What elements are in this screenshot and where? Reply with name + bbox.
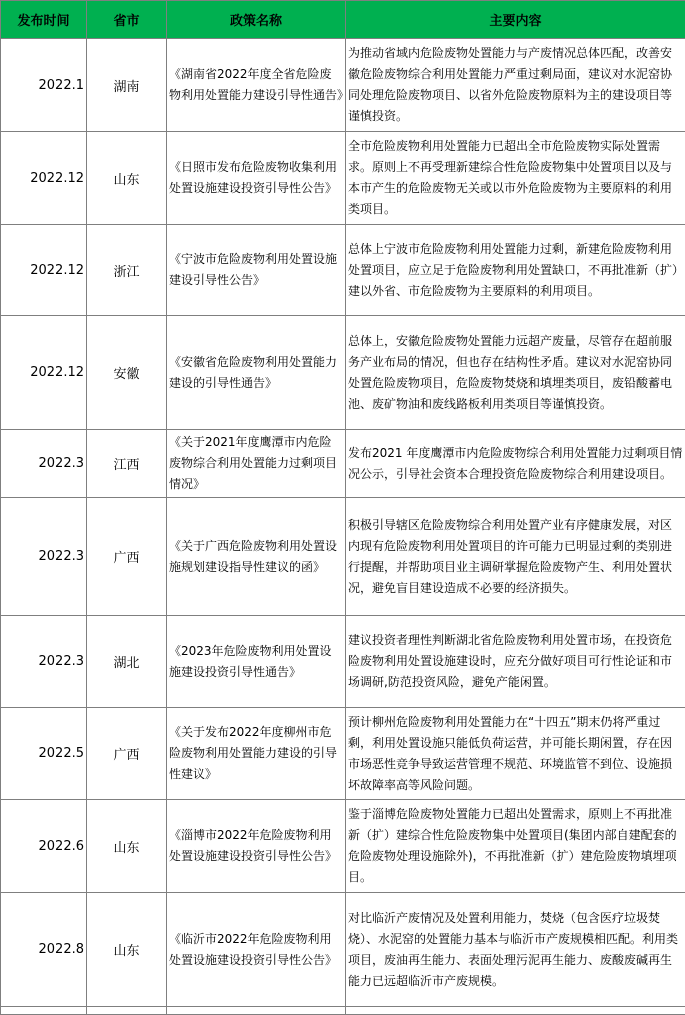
table-row (1, 893, 685, 1007)
header-date: 发布时间 (1, 1, 87, 39)
row-date: 2022.3 (1, 498, 87, 616)
row-date: 2022.12 (1, 132, 87, 225)
row-content: 为推动省域内危险废物处置能力与产废情况总体匹配，改善安徽危险废物综合利用处置能力严重过剩局面，建议对水泥窑协同处理危险废物项目、以省外危险废物原料为主的建设项目等谨慎投资。 (346, 39, 685, 132)
table-row (1, 39, 685, 132)
row-province: 江西 (87, 430, 167, 498)
table-row (1, 430, 685, 498)
row-province: 广西 (87, 498, 167, 616)
header-row (1, 1, 685, 39)
row-province: 湖南 (87, 39, 167, 132)
table-row (1, 132, 685, 225)
row-policy-name: 《2023年危险废物利用处置设施建设投资引导性通告》 (167, 616, 346, 708)
table-row (1, 225, 685, 316)
row-content: 预计柳州危险废物利用处置能力在“十四五”期末仍将严重过剩，利用处置设施只能低负荷运营，并可能长期闲置，存在因市场恶性竞争导致运营管理不规范、环境监管不到位、设施损坏故障率高等风险问题。 (346, 708, 685, 800)
row-policy-name: 《关于发布2022年度柳州市危险废物利用处置能力建设的引导性建议》 (167, 708, 346, 800)
empty-cell (87, 1007, 167, 1015)
row-date: 2022.6 (1, 800, 87, 893)
row-content: 全市危险废物利用处置能力已超出全市危险废物实际处置需求。原则上不再受理新建综合性危险废物集中处置项目以及与本市产生的危险废物无关或以市外危险废物为主要原料的利用类项目。 (346, 132, 685, 225)
table-row-continuation (1, 1007, 685, 1015)
row-content: 总体上，安徽危险废物处置能力远超产废量，尽管存在超前服务产业布局的情况，但也存在结构性矛盾。建议对水泥窑协同处置危险废物项目，危险废物焚烧和填埋类项目，废铅酸蓄电池、废矿物油和废线路板利用类项目等谨慎投资。 (346, 316, 685, 430)
row-province: 浙江 (87, 225, 167, 316)
row-province: 湖北 (87, 616, 167, 708)
row-policy-name: 《日照市发布危险废物收集利用处置设施建设投资引导性公告》 (167, 132, 346, 225)
row-policy-name: 《关于广西危险废物利用处置设施规划建设指导性建议的函》 (167, 498, 346, 616)
row-policy-name: 《湖南省2022年度全省危险废物利用处置能力建设引导性通告》 (167, 39, 346, 132)
row-policy-name: 《关于2021年度鹰潭市内危险废物综合利用处置能力过剩项目情况》 (167, 430, 346, 498)
row-province: 广西 (87, 708, 167, 800)
empty-cell (1, 1007, 87, 1015)
table-row (1, 708, 685, 800)
row-date: 2022.1 (1, 39, 87, 132)
row-policy-name: 《宁波市危险废物利用处置设施建设引导性公告》 (167, 225, 346, 316)
row-date: 2022.12 (1, 316, 87, 430)
row-date: 2022.8 (1, 893, 87, 1007)
row-content: 积极引导辖区危险废物综合利用处置产业有序健康发展，对区内现有危险废物利用处置项目的许可能力已明显过剩的类别进行提醒，并帮助项目业主调研掌握危险废物产生、利用处置状况，避免盲目建设造成不必要的经济损失。 (346, 498, 685, 616)
row-date: 2022.3 (1, 430, 87, 498)
row-province: 山东 (87, 800, 167, 893)
table-row (1, 800, 685, 893)
row-province: 山东 (87, 893, 167, 1007)
row-province: 安徽 (87, 316, 167, 430)
header-province: 省市 (87, 1, 167, 39)
row-content: 发布2021 年度鹰潭市内危险废物综合利用处置能力过剩项目情况公示，引导社会资本合理投资危险废物综合利用建设项目。 (346, 430, 685, 498)
row-date: 2022.5 (1, 708, 87, 800)
table-row (1, 616, 685, 708)
row-date: 2022.12 (1, 225, 87, 316)
table-row (1, 498, 685, 616)
empty-cell (167, 1007, 346, 1015)
row-province: 山东 (87, 132, 167, 225)
header-content: 主要内容 (346, 1, 685, 39)
row-content: 对比临沂产废情况及处置利用能力，焚烧（包含医疗垃圾焚烧）、水泥窑的处置能力基本与临沂市产废规模相匹配。利用类项目，废油再生能力、表面处理污泥再生能力、废酸废碱再生能力已远超临沂市产废规模。 (346, 893, 685, 1007)
row-policy-name: 《临沂市2022年危险废物利用处置设施建设投资引导性公告》 (167, 893, 346, 1007)
row-content: 建议投资者理性判断湖北省危险废物利用处置市场，在投资危险废物利用处置设施建设时，应充分做好项目可行性论证和市场调研,防范投资风险，避免产能闲置。 (346, 616, 685, 708)
header-policy-name: 政策名称 (167, 1, 346, 39)
row-content: 总体上宁波市危险废物利用处置能力过剩，新建危险废物利用处置项目，应立足于危险废物利用处置缺口，不再批准新（扩）建以外省、市危险废物为主要原料的利用项目。 (346, 225, 685, 316)
row-policy-name: 《安徽省危险废物利用处置能力建设的引导性通告》 (167, 316, 346, 430)
table-row (1, 316, 685, 430)
empty-cell (346, 1007, 685, 1015)
row-date: 2022.3 (1, 616, 87, 708)
row-content: 鉴于淄博危险废物处置能力已超出处置需求，原则上不再批准新（扩）建综合性危险废物集中处置项目(集团内部自建配套的危险废物处理设施除外)，不再批准新（扩）建危险废物填埋项目。 (346, 800, 685, 893)
row-policy-name: 《淄博市2022年危险废物利用处置设施建设投资引导性公告》 (167, 800, 346, 893)
